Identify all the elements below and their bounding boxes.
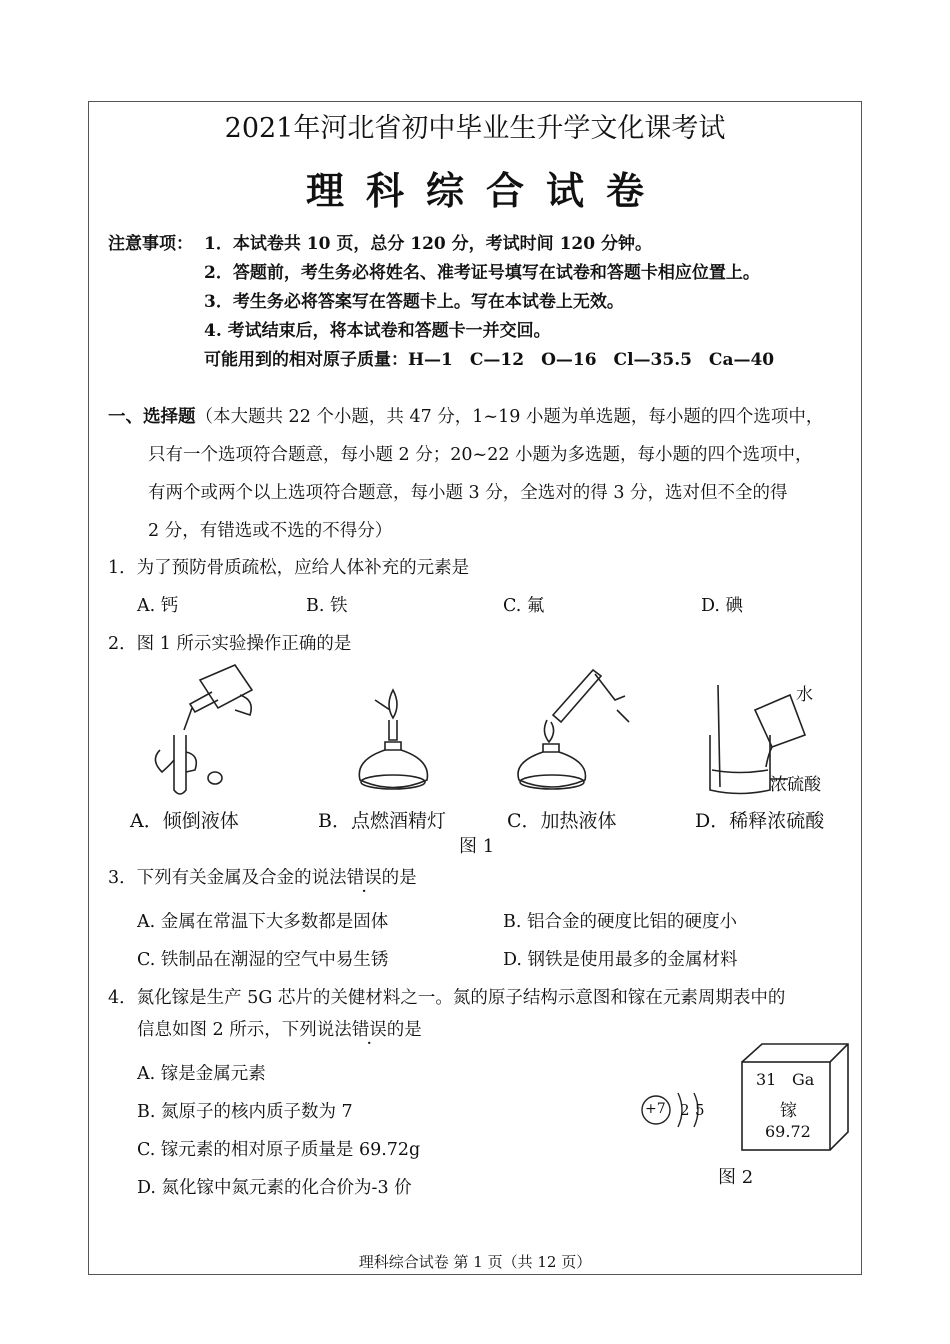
q3-stem-before: 3．下列有关金属及合金的说法 — [108, 868, 347, 888]
water-label: 水 — [796, 685, 813, 705]
paper-title: 理科综合试卷 — [305, 168, 666, 213]
section-line: （本大题共 22 个小题，共 47 分，1~19 小题为单选题，每小题的四个选项中， — [195, 407, 824, 427]
q2-option-a: A．倾倒液体 — [130, 810, 239, 832]
figure-2-caption: 图 2 — [718, 1167, 754, 1188]
section-line: 只有一个选项符合题意，每小题 2 分；20~22 小题为多选题，每小题的四个选项中， — [148, 445, 813, 465]
section-instructions — [108, 403, 823, 428]
q4-stem-after: 的是 — [386, 1020, 422, 1040]
shell-2-electrons: 5 — [695, 1101, 705, 1119]
atomic-mass-note: 可能用到的相对原子质量：H—1 C—12 O—16 Cl—35.5 Ca—40 — [204, 350, 775, 370]
element-name: 镓 — [780, 1101, 797, 1121]
q2-option-d: D．稀释浓硫酸 — [695, 810, 825, 832]
q1-option-b: B. 铁 — [306, 596, 348, 616]
note-item: 3．考生务必将答案写在答题卡上。写在本试卷上无效。 — [204, 292, 624, 312]
notes-label: 注意事项： — [108, 234, 193, 254]
q3-emphasis: 错误 — [346, 868, 382, 888]
q3-option-a: A. 金属在常温下大多数都是固体 — [137, 912, 389, 932]
question-4-stem-line2 — [137, 1016, 422, 1041]
element-symbol: Ga — [792, 1070, 815, 1089]
heating-liquid-illustration — [505, 660, 635, 800]
question-4-stem: 4．氮化镓是生产 5G 芯片的关健材料之一。氮的原子结构示意图和镓在元素周期表中的 — [108, 988, 786, 1008]
atomic-number: 31 — [756, 1070, 777, 1089]
note-item: 2．答题前，考生务必将姓名、准考证号填写在试卷和答题卡相应位置上。 — [204, 263, 760, 283]
q1-option-a: A. 钙 — [137, 596, 179, 616]
q4-emphasis: 错误 — [351, 1020, 387, 1040]
q4-option-c: C. 镓元素的相对原子质量是 69.72g — [137, 1140, 421, 1160]
q2-option-b: B．点燃酒精灯 — [318, 810, 446, 832]
question-1-stem: 1．为了预防骨质疏松，应给人体补充的元素是 — [108, 558, 470, 578]
question-3-stem — [108, 864, 417, 889]
q3-option-c: C. 铁制品在潮湿的空气中易生锈 — [137, 950, 389, 970]
exam-title: 2021年河北省初中毕业生升学文化课考试 — [224, 113, 726, 144]
question-2-stem: 2．图 1 所示实验操作正确的是 — [108, 634, 352, 654]
section-line: 有两个或两个以上选项符合题意，每小题 3 分，全选对的得 3 分，选对但不全的得 — [148, 483, 788, 503]
page-footer: 理科综合试卷 第 1 页（共 12 页） — [358, 1253, 592, 1271]
q3-option-d: D. 钢铁是使用最多的金属材料 — [503, 950, 738, 970]
q1-option-d: D. 碘 — [701, 596, 744, 616]
q1-option-c: C. 氟 — [503, 596, 545, 616]
pouring-liquid-illustration — [140, 660, 270, 800]
q2-option-c: C．加热液体 — [507, 810, 617, 832]
atomic-mass: 69.72 — [765, 1122, 811, 1141]
q4-stem-before: 信息如图 2 所示，下列说法 — [137, 1020, 352, 1040]
alcohol-lamp-lighting-illustration — [345, 680, 445, 800]
q3-stem-after: 的是 — [381, 868, 417, 888]
q4-option-a: A. 镓是金属元素 — [137, 1064, 266, 1084]
section-line: 2 分，有错选或不选的不得分） — [148, 521, 393, 541]
q4-option-d: D. 氮化镓中氮元素的化合价为-3 价 — [137, 1178, 412, 1198]
figure-1-caption: 图 1 — [459, 836, 495, 857]
q3-option-b: B. 铝合金的硬度比铝的硬度小 — [503, 912, 737, 932]
nucleus-charge: +7 — [645, 1101, 666, 1117]
note-item: 4. 考试结束后，将本试卷和答题卡一并交回。 — [204, 321, 551, 341]
shell-1-electrons: 2 — [680, 1101, 690, 1119]
section-heading: 一、选择题 — [108, 407, 196, 427]
acid-label: 浓硫酸 — [770, 775, 821, 795]
note-item: 1．本试卷共 10 页，总分 120 分，考试时间 120 分钟。 — [204, 234, 652, 254]
q4-option-b: B. 氮原子的核内质子数为 7 — [137, 1102, 353, 1122]
